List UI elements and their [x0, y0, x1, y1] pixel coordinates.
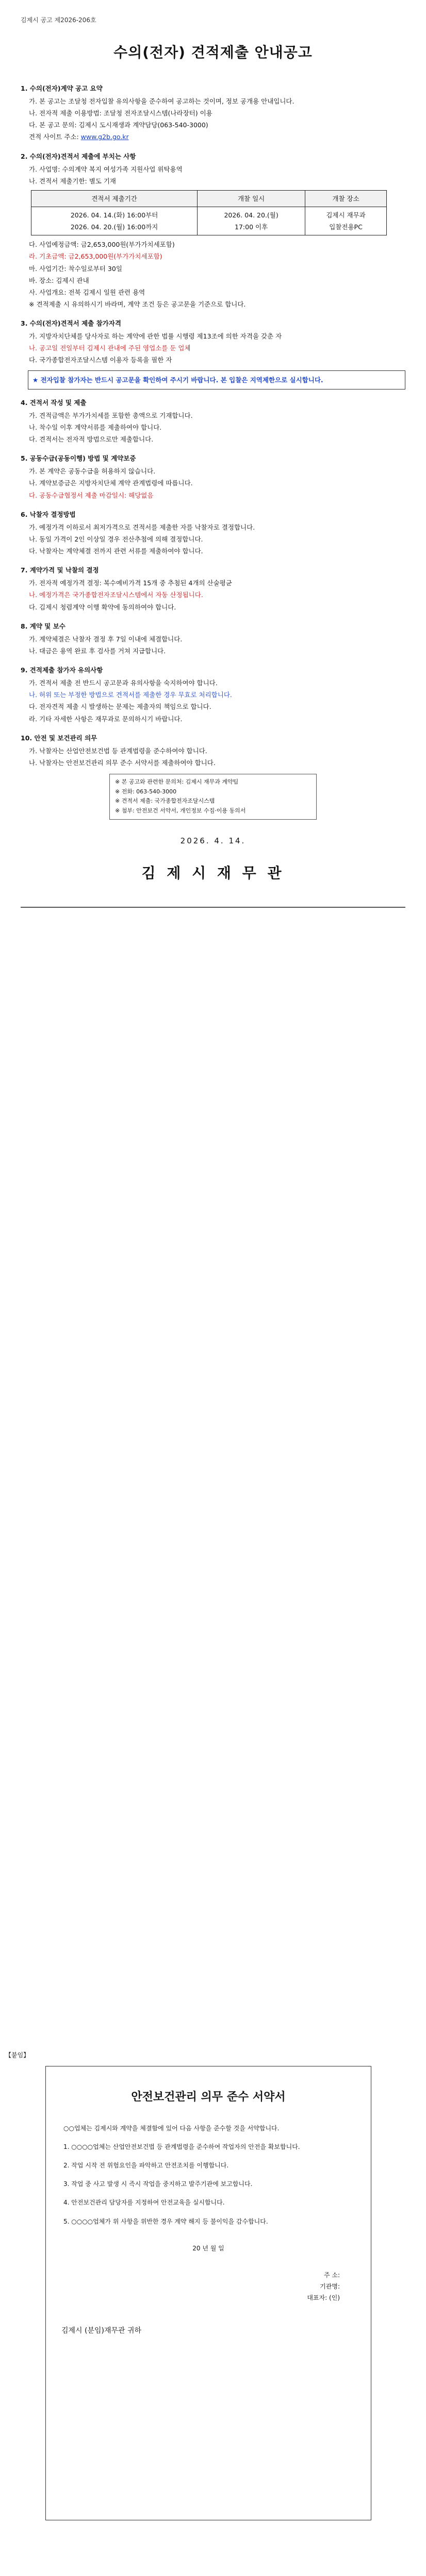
opening-time-cell: 2026. 04. 20.(월) 17:00 이후 [198, 207, 305, 235]
section-9-item: 가. 견적서 제출 전 반드시 공고문과 유의사항을 숙지하여야 합니다. [29, 679, 218, 687]
section-1-item: 다. 본 공고 문의: 김제시 도시재생과 계약담당(063-540-3000) [29, 121, 208, 129]
section-7-item: 나. 예정가격은 국가종합전자조달시스템에서 자동 산정됩니다. [29, 591, 203, 599]
section-10-heading: 10. 안전 및 보건관리 의무 [21, 734, 97, 742]
box-line: ※ 견적서 제출: 국가종합전자조달시스템 [115, 798, 215, 805]
section-2-item: 다. 사업예정금액: 금2,653,000원(부가가치세포함) [29, 241, 175, 249]
section-2-item: 바. 장소: 김제시 관내 [29, 276, 89, 284]
document-number: 김제시 공고 제2026-206호 [21, 16, 96, 24]
section-10-body [29, 745, 405, 769]
schedule-table [31, 190, 387, 235]
schedule-header-row [31, 190, 387, 207]
section-9-heading: 9. 견적제출 참가자 유의사항 [21, 666, 103, 674]
section-1-item: 가. 본 공고는 조달청 전자입찰 유의사항을 준수하여 공고하는 것이며, 정보 공개용 안내입니다. [29, 97, 294, 106]
oath-item: 3. 작업 중 사고 발생 시 즉시 작업을 중지하고 발주기관에 보고합니다. [63, 2180, 253, 2188]
section-6-item: 다. 낙찰자는 계약체결 전까지 관련 서류를 제출하여야 합니다. [29, 547, 203, 555]
oath-org-field[interactable]: 기관명: [320, 2283, 340, 2291]
section-8-item: 나. 대금은 용역 완료 후 검사를 거쳐 지급합니다. [29, 647, 166, 655]
g2b-link[interactable]: www.g2b.go.kr [80, 133, 129, 141]
section-5-heading: 5. 공동수급(공동이행) 방법 및 계약보증 [21, 454, 136, 463]
oath-rep-field[interactable]: 대표자: (인) [307, 2294, 340, 2302]
url-label: 견적 사이트 주소: [29, 133, 79, 141]
qualification-notice-box: ★ 전자입찰 참가자는 반드시 공고문을 확인하여 주시기 바랍니다. 본 입찰은 지역제한으로 실시합니다. [28, 370, 405, 389]
section-5-item: 다. 공동수급협정서 제출 마감일시: 해당없음 [29, 491, 154, 499]
header-cell: 개찰 장소 [305, 190, 387, 207]
section-4-item: 나. 착수일 이후 계약서류를 제출하여야 합니다. [29, 423, 162, 431]
oath-address-field[interactable]: 주 소: [323, 2272, 340, 2279]
oath-addressee: 김제시 (분임)재무관 귀하 [61, 2326, 142, 2335]
section-5-body [29, 465, 405, 501]
oath-item: 2. 작업 시작 전 위험요인을 파악하고 안전조치를 이행합니다. [63, 2162, 229, 2170]
section-1-item: 나. 전자적 제출 이용방법: 조달청 전자조달시스템(나라장터) 이용 [29, 109, 212, 117]
section-2-item: 사. 사업개요: 전북 김제시 일원 관련 용역 [29, 288, 145, 296]
header-cell: 개찰 일시 [198, 190, 305, 207]
contact-summary-box [109, 774, 317, 820]
box-line: ※ 첨부: 안전보건 서약서, 개인정보 수집·이용 동의서 [115, 807, 246, 815]
section-3-body [29, 330, 405, 366]
oath-intro: ○○업체는 김제시와 계약을 체결함에 있어 다음 사항을 준수할 것을 서약합니다. [63, 2124, 280, 2132]
section-2-item: 라. 기초금액: 금2,653,000원(부가가치세포함) [29, 252, 162, 261]
section-6-item: 나. 동일 가격이 2인 이상일 경우 전산추첨에 의해 결정합니다. [29, 535, 203, 543]
section-2-item: 가. 사업명: 수의계약 복지 여성가족 지원사업 위탁용역 [29, 165, 183, 173]
section-8-item: 가. 계약체결은 낙찰자 결정 후 7일 이내에 체결합니다. [29, 635, 183, 643]
section-4-heading: 4. 견적서 작성 및 제출 [21, 398, 87, 406]
section-6-heading: 6. 낙찰자 결정방법 [21, 510, 76, 518]
section-7-heading: 7. 계약가격 및 낙찰의 결정 [21, 566, 99, 574]
section-7-body [29, 577, 405, 613]
schedule-row [31, 207, 387, 235]
section-8-heading: 8. 계약 및 보수 [21, 622, 65, 630]
section-7-item: 가. 전자적 예정가격 결정: 복수예비가격 15개 중 추첨된 4개의 산술평균 [29, 579, 232, 587]
section-5-item: 가. 본 계약은 공동수급을 허용하지 않습니다. [29, 467, 156, 476]
section-10-item: 가. 낙찰자는 산업안전보건법 등 관계법령을 준수하여야 합니다. [29, 747, 207, 755]
section-10-item: 나. 낙찰자는 안전보건관리 의무 준수 서약서를 제출하여야 합니다. [29, 758, 216, 767]
issuer-name: 김 제 시 재 무 관 [141, 864, 285, 882]
box-line: ※ 본 공고와 관련한 문의처: 김제시 재무과 계약팀 [115, 778, 239, 786]
section-3-item: 나. 공고일 전일부터 김제시 관내에 주된 영업소를 둔 업체 [29, 344, 191, 352]
section-7-item: 다. 김제시 청렴계약 이행 확약에 동의하여야 합니다. [29, 603, 176, 611]
section-2-item: 나. 견적서 제출기한: 별도 기재 [29, 177, 116, 185]
section-4-item: 가. 견적금액은 부가가치세를 포함한 총액으로 기재합니다. [29, 411, 193, 419]
section-8-body [29, 633, 405, 657]
section-4-body [29, 410, 405, 445]
section-2-note: ※ 견적제출 시 유의하시기 바라며, 계약 조건 등은 공고문을 기준으로 합니다. [29, 300, 246, 308]
section-9-body [29, 677, 405, 725]
opening-place-cell: 김제시 재무과 입찰전용PC [305, 207, 387, 235]
oath-item: 4. 안전보건관리 담당자를 지정하여 안전교육을 실시합니다. [63, 2199, 225, 2207]
section-6-item: 가. 예정가격 이하로서 최저가격으로 견적서를 제출한 자를 낙찰자로 결정합니다. [29, 523, 255, 531]
announcement-date: 2026. 4. 14. [180, 836, 246, 845]
section-6-body [29, 521, 405, 557]
safety-oath-form [45, 2066, 371, 2520]
oath-title: 안전보건관리 의무 준수 서약서 [131, 2091, 286, 2104]
submit-period-cell: 2026. 04. 14.(화) 16:00부터 2026. 04. 20.(월) 16:00까지 [31, 207, 198, 235]
notice-title: 수의(전자) 견적제출 안내공고 [113, 44, 313, 61]
section-2-more [29, 239, 405, 310]
oath-item: 1. ○○○○업체는 산업안전보건법 등 관계법령을 준수하여 작업자의 안전을 확보합니다. [63, 2143, 300, 2150]
oath-item: 5. ○○○○업체가 위 사항을 위반한 경우 계약 해지 등 불이익을 감수합니다. [63, 2217, 268, 2225]
section-9-item: 라. 기타 자세한 사항은 재무과로 문의하시기 바랍니다. [29, 715, 183, 723]
section-2-heading: 2. 수의(전자)견적서 제출에 부치는 사항 [21, 152, 136, 160]
page-divider [21, 907, 405, 908]
section-4-item: 다. 견적서는 전자적 방법으로만 제출합니다. [29, 435, 154, 444]
section-1-url-row [29, 131, 405, 143]
section-2-body [29, 163, 405, 187]
section-1-body [29, 95, 405, 143]
header-cell: 견적서 제출기간 [31, 190, 198, 207]
section-3-item: 다. 국가종합전자조달시스템 이용자 등록을 필한 자 [29, 356, 172, 364]
section-2-item: 마. 사업기간: 착수일로부터 30일 [29, 264, 122, 273]
section-9-item: 나. 허위 또는 부정한 방법으로 견적서를 제출한 경우 무효로 처리합니다. [29, 691, 232, 699]
section-5-item: 나. 계약보증금은 지방자치단체 계약 관계법령에 따릅니다. [29, 479, 193, 487]
box-line: ※ 전화: 063-540-3000 [115, 788, 177, 795]
section-9-item: 다. 전자견적 제출 시 발생하는 문제는 제출자의 책임으로 합니다. [29, 703, 211, 711]
attachment-label: 【붙임】 [5, 2052, 30, 2059]
section-3-heading: 3. 수의(전자)견적서 제출 참가자격 [21, 319, 121, 328]
oath-date[interactable]: 20 년 월 일 [192, 2244, 224, 2252]
notice-document [21, 14, 405, 908]
section-3-item: 가. 지방자치단체를 당사자로 하는 계약에 관한 법률 시행령 제13조에 의한 자격을 갖춘 자 [29, 332, 282, 341]
section-1-heading: 1. 수의(전자)계약 공고 요약 [21, 84, 103, 92]
